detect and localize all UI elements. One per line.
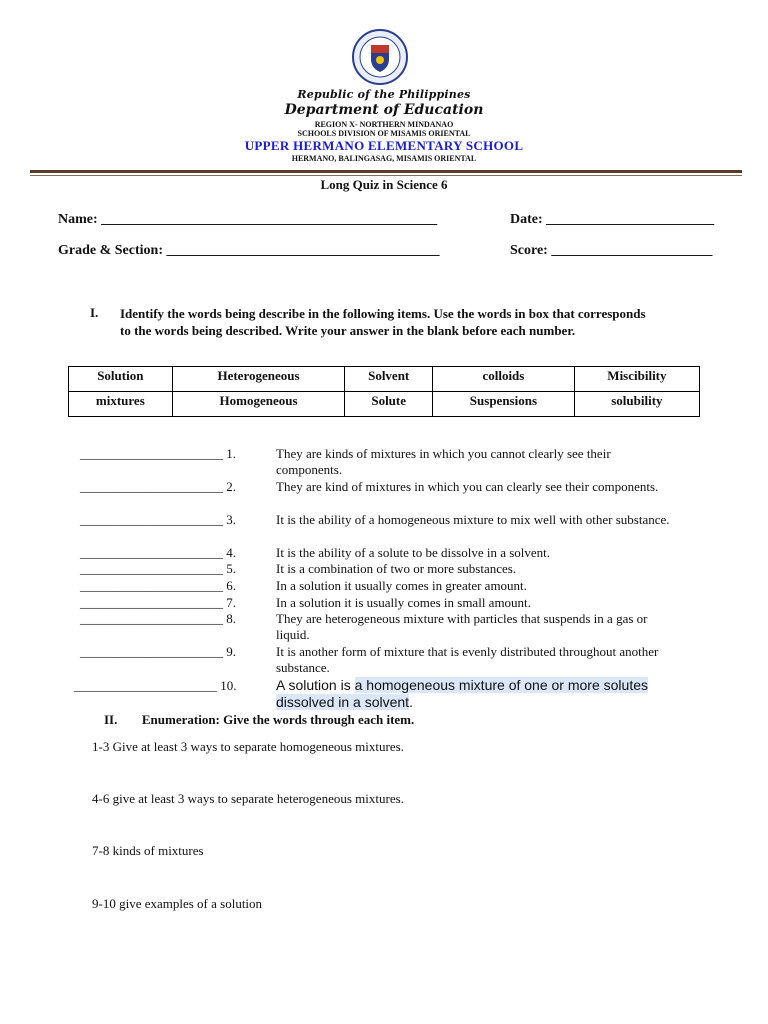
deped-seal-icon — [352, 29, 408, 85]
item-blank: ______________________ 1. — [80, 446, 236, 461]
word-box-cell: solubility — [574, 392, 699, 417]
header-divider — [30, 170, 742, 173]
date-field: Date: ________________________ — [510, 212, 715, 227]
part1-numeral: I. — [90, 305, 99, 320]
item-text: It is a combination of two or more substances. — [276, 561, 517, 576]
word-box-cell: Miscibility — [574, 367, 699, 392]
header-divider-thin — [30, 175, 742, 176]
word-box-cell: colloids — [433, 367, 575, 392]
item10-suffix: . — [409, 693, 413, 710]
name-field: Name: ________________________________________________ — [58, 212, 438, 227]
item-blank: ______________________ 6. — [80, 578, 236, 593]
word-box — [68, 366, 700, 417]
item-text: In a solution it usually comes in greater amount. — [276, 578, 527, 593]
republic-line: Republic of the Philippines — [297, 88, 471, 101]
word-box-cell: Homogeneous — [172, 392, 345, 417]
item-blank: ______________________ 9. — [80, 644, 236, 659]
item-text: In a solution it is usually comes in small amount. — [276, 595, 531, 610]
word-box-cell: Heterogeneous — [172, 367, 345, 392]
item-blank: ______________________ 2. — [80, 479, 236, 494]
word-box-cell: mixtures — [69, 392, 173, 417]
word-box-row — [69, 392, 700, 417]
part2-numeral: II. — [104, 712, 118, 727]
enum-item: 4-6 give at least 3 ways to separate heterogeneous mixtures. — [92, 791, 404, 806]
word-box-cell: Solvent — [345, 367, 433, 392]
region-line: REGION X- NORTHERN MINDANAO — [314, 120, 454, 129]
enum-item: 1-3 Give at least 3 ways to separate homogeneous mixtures. — [92, 739, 404, 754]
word-box-cell: Solute — [345, 392, 433, 417]
item-text: They are kinds of mixtures in which you cannot clearly see their components. — [276, 446, 611, 477]
grade-section-field: Grade & Section: _______________________________________ — [58, 243, 440, 258]
item-text: They are kind of mixtures in which you can clearly see their components. — [276, 479, 659, 494]
part2-heading — [104, 712, 414, 728]
division-line: SCHOOLS DIVISION OF MISAMIS ORIENTAL — [297, 129, 471, 138]
word-box-cell: Solution — [69, 367, 173, 392]
school-name: UPPER HERMANO ELEMENTARY SCHOOL — [244, 138, 524, 153]
word-box-row — [69, 367, 700, 392]
enum-item: 7-8 kinds of mixtures — [92, 843, 204, 858]
school-address: HERMANO, BALINGASAG, MISAMIS ORIENTAL — [291, 154, 477, 163]
enum-item: 9-10 give examples of a solution — [92, 896, 263, 911]
part2-heading-text: Enumeration: Give the words through each item. — [141, 712, 415, 727]
item-blank: ______________________ 8. — [80, 611, 236, 626]
item-blank: ______________________ 10. — [74, 678, 237, 693]
quiz-title: Long Quiz in Science 6 — [320, 177, 448, 192]
score-field: Score: _______________________ — [510, 243, 713, 258]
item-blank: ______________________ 3. — [80, 512, 236, 527]
item-text: They are heterogeneous mixture with particles that suspends in a gas or liquid. — [276, 611, 648, 642]
item-blank: ______________________ 5. — [80, 561, 236, 576]
item-text: It is the ability of a homogeneous mixture to mix well with other substance. — [276, 512, 670, 527]
item10-highlight: a homogeneous mixture of one or more solutes dissolved in a solvent — [276, 677, 648, 710]
part1-instruction: Identify the words being describe in the following items. Use the words in box that corresponds to the words being described. Write your answer in the blank before each number. — [120, 306, 646, 338]
item-text: It is another form of mixture that is evenly distributed throughout another substance. — [276, 644, 659, 675]
word-box-cell: Suspensions — [433, 392, 575, 417]
item10-prefix: A solution is — [276, 677, 355, 693]
item-blank: ______________________ 7. — [80, 595, 236, 610]
department-line: Department of Education — [284, 102, 484, 118]
item-text-10 — [276, 677, 676, 710]
item-blank: ______________________ 4. — [80, 545, 236, 560]
item-text: It is the ability of a solute to be dissolve in a solvent. — [276, 545, 551, 560]
